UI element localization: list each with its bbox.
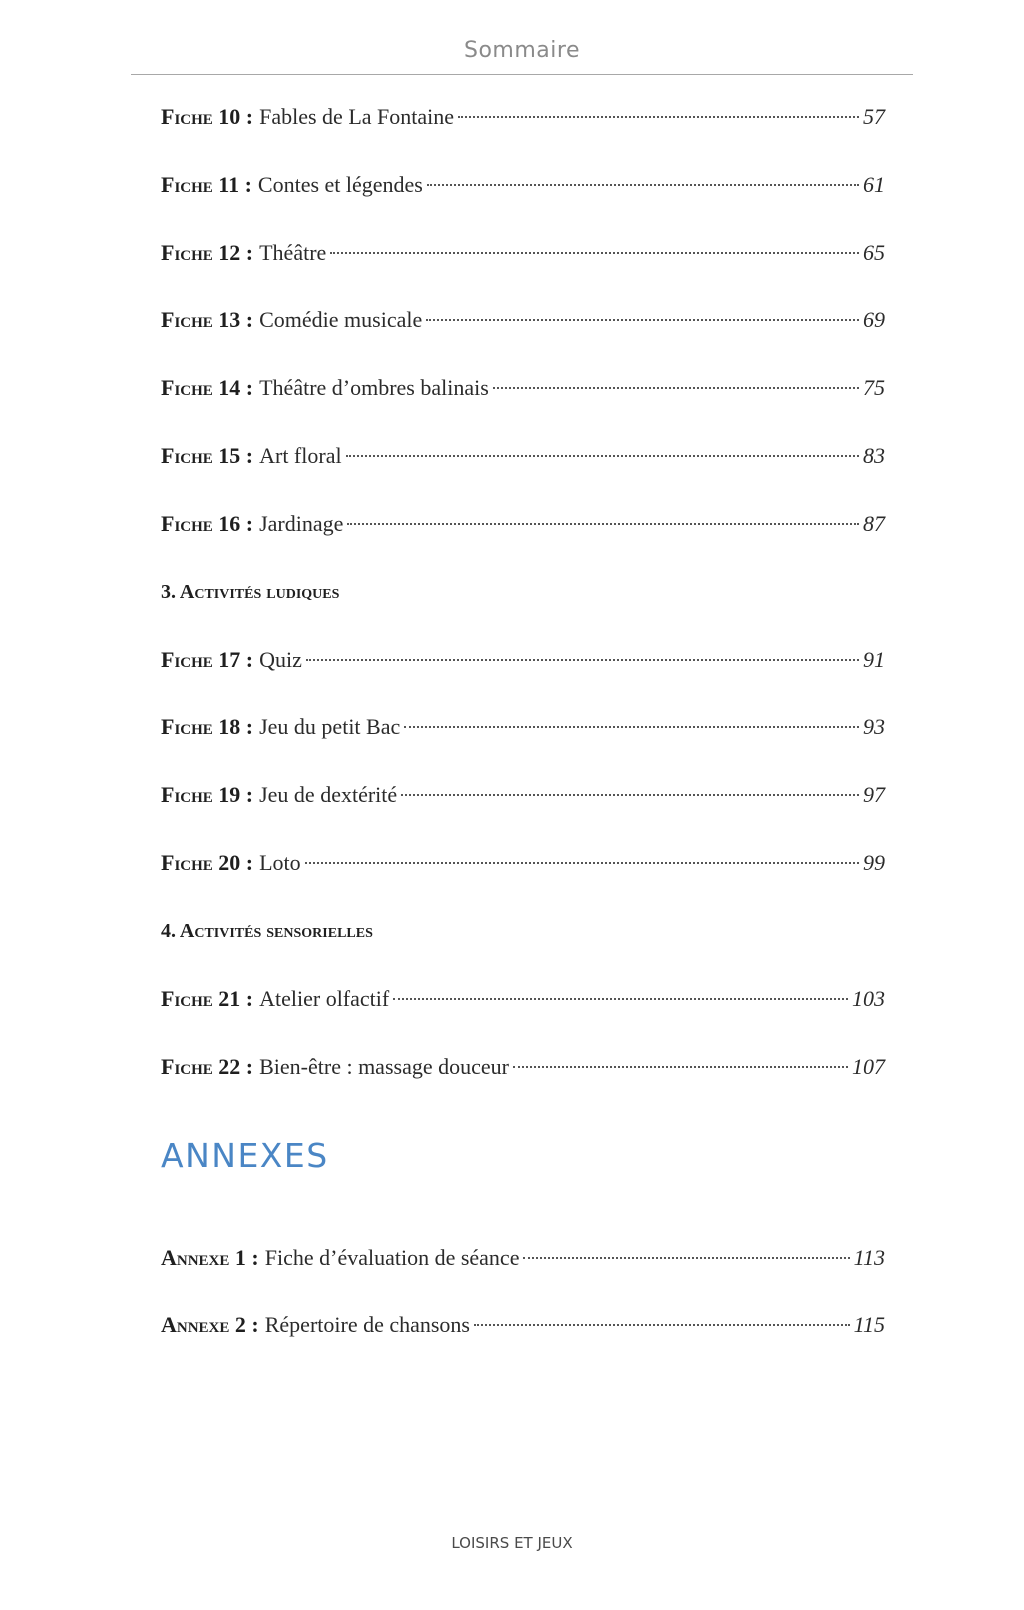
entry-number: 13 : [218,307,254,332]
toc-entry-fiche-11[interactable] [161,168,885,202]
section-heading-activites-sensorielles: 4. Activités sensorielles [161,920,373,942]
entry-kind: Fiche [161,240,213,265]
dot-leader [474,1324,850,1326]
entry-page-number: 57 [863,104,885,129]
entry-title: Atelier olfactif [259,986,390,1011]
entry-kind: Fiche [161,443,213,468]
table-of-contents [161,0,885,1400]
toc-entry-annexe-2[interactable] [161,1308,885,1342]
dot-leader [426,319,859,321]
toc-entry-fiche-10[interactable] [161,100,885,134]
toc-entry-fiche-19[interactable] [161,778,885,812]
entry-kind: Fiche [161,104,213,129]
dot-leader [458,116,859,118]
entry-page-number: 75 [863,375,885,400]
entry-kind: Annexe [161,1312,230,1337]
entry-number: 11 : [218,172,252,197]
toc-entry-fiche-15[interactable] [161,439,885,473]
entry-page-number: 115 [853,1312,885,1337]
entry-title: Loto [259,850,301,875]
entry-kind: Fiche [161,986,213,1011]
entry-number: 2 : [234,1312,259,1337]
entry-title: Théâtre d’ombres balinais [259,375,489,400]
entry-number: 16 : [218,511,254,536]
page-header-title: Sommaire [464,38,580,63]
dot-leader [330,252,859,254]
toc-entry-annexe-1[interactable] [161,1241,885,1275]
entry-page-number: 65 [863,240,885,265]
entry-page-number: 69 [863,307,885,332]
entry-kind: Fiche [161,375,213,400]
entry-number: 19 : [218,782,254,807]
toc-entry-fiche-17[interactable] [161,643,885,677]
section-heading-activites-ludiques: 3. Activités ludiques [161,581,340,603]
entry-kind: Fiche [161,1054,213,1079]
entry-title: Quiz [259,647,302,672]
toc-entry-fiche-21[interactable] [161,982,885,1016]
entry-title: Fiche d’évaluation de séance [264,1245,520,1270]
toc-entry-fiche-13[interactable] [161,303,885,337]
entry-kind: Fiche [161,511,213,536]
dot-leader [346,455,859,457]
entry-number: 14 : [218,375,254,400]
entry-title: Répertoire de chansons [264,1312,470,1337]
entry-kind: Fiche [161,307,213,332]
dot-leader [493,387,859,389]
entry-number: 22 : [218,1054,254,1079]
entry-title: Contes et légendes [257,172,423,197]
entry-page-number: 91 [863,647,885,672]
dot-leader [401,794,859,796]
entry-page-number: 99 [863,850,885,875]
toc-entry-fiche-20[interactable] [161,846,885,880]
entry-kind: Annexe [161,1245,230,1270]
entry-title: Théâtre [259,240,327,265]
entry-page-number: 107 [852,1054,885,1079]
entry-page-number: 113 [853,1245,885,1270]
dot-leader [427,184,859,186]
entry-kind: Fiche [161,782,213,807]
entry-number: 20 : [218,850,254,875]
entry-number: 10 : [218,104,254,129]
entry-number: 17 : [218,647,254,672]
entry-title: Jeu du petit Bac [259,714,401,739]
entry-kind: Fiche [161,714,213,739]
dot-leader [305,862,859,864]
entry-title: Bien-être : massage douceur [259,1054,509,1079]
dot-leader [523,1257,849,1259]
entry-number: 18 : [218,714,254,739]
entry-title: Fables de La Fontaine [259,104,455,129]
entry-page-number: 87 [863,511,885,536]
page-footer: LOISIRS ET JEUX [451,1534,573,1552]
toc-entry-fiche-12[interactable] [161,236,885,270]
entry-number: 21 : [218,986,254,1011]
dot-leader [513,1066,848,1068]
toc-entry-fiche-22[interactable] [161,1050,885,1084]
dot-leader [404,726,859,728]
entry-kind: Fiche [161,172,213,197]
toc-entry-fiche-14[interactable] [161,371,885,405]
entry-number: 15 : [218,443,254,468]
entry-number: 12 : [218,240,254,265]
entry-page-number: 103 [852,986,885,1011]
entry-title: Jeu de dextérité [259,782,398,807]
entry-title: Art floral [259,443,342,468]
entry-page-number: 83 [863,443,885,468]
annexes-heading: ANNEXES [161,1136,329,1175]
entry-kind: Fiche [161,850,213,875]
entry-page-number: 61 [863,172,885,197]
entry-kind: Fiche [161,647,213,672]
toc-entry-fiche-18[interactable] [161,710,885,744]
entry-title: Comédie musicale [259,307,423,332]
toc-entry-fiche-16[interactable] [161,507,885,541]
entry-page-number: 93 [863,714,885,739]
entry-title: Jardinage [259,511,344,536]
entry-page-number: 97 [863,782,885,807]
dot-leader [306,659,859,661]
entry-number: 1 : [234,1245,259,1270]
dot-leader [347,523,859,525]
dot-leader [393,998,848,1000]
